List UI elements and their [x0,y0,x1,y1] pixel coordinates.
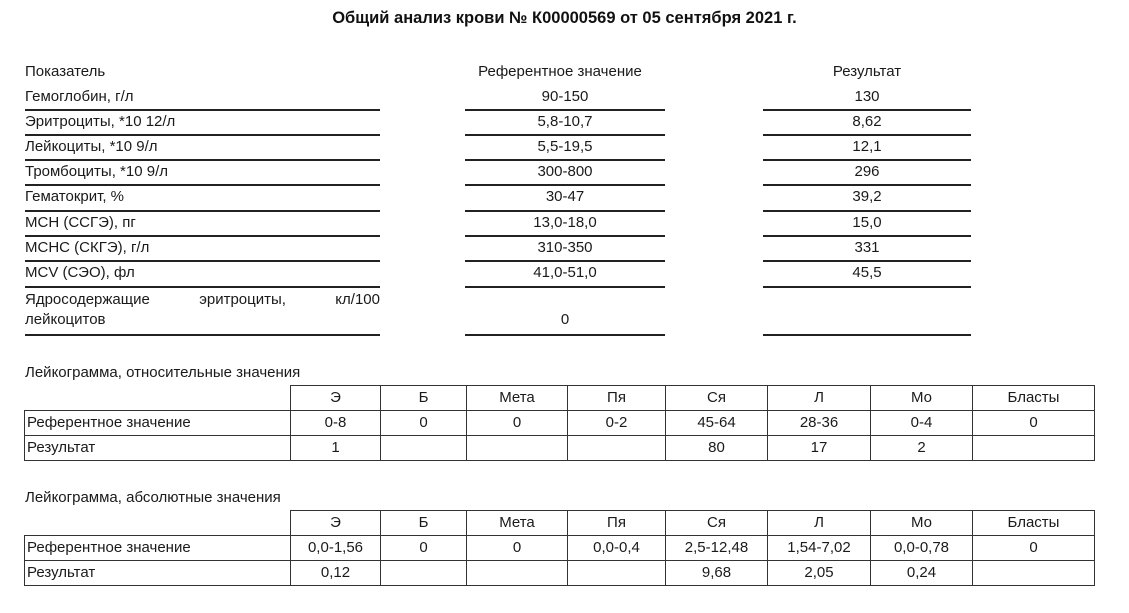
row-label: Референтное значение [25,536,291,561]
column-header: Мо [871,511,973,536]
row-divider [763,134,971,136]
column-header: Мета [467,511,568,536]
table-cell: 0,24 [871,561,973,586]
column-header: Б [381,511,467,536]
empty-cell [25,386,291,411]
row-divider [465,286,665,288]
table-cell [973,436,1095,461]
row-divider [763,260,971,262]
table-cell: 0-4 [871,411,973,436]
table-cell: 2,5-12,48 [666,536,768,561]
row-divider [763,184,971,186]
row-divider [763,235,971,237]
table-cell: 28-36 [768,411,871,436]
leukogram-absolute-title: Лейкограмма, абсолютные значения [25,489,281,506]
table-header-row [25,386,1095,411]
table-row [25,561,1095,586]
result-cell: 331 [854,239,880,256]
indicator-line-2: лейкоцитов [25,311,106,328]
column-header: Пя [568,386,666,411]
column-header: Ся [666,511,768,536]
leukogram-absolute-table [24,510,1095,586]
table-cell: 1 [291,436,381,461]
column-header: Л [768,386,871,411]
column-header: Э [291,386,381,411]
table-cell: 2 [871,436,973,461]
result-cell: 130 [854,88,880,105]
column-header: Б [381,386,467,411]
row-label: Результат [25,561,291,586]
header-reference [465,62,665,82]
column-header: Бласты [973,511,1095,536]
row-divider [465,235,665,237]
reference-cell: 0 [560,311,570,328]
row-divider [465,184,665,186]
result-cell: 15,0 [852,214,882,231]
row-divider [763,109,971,111]
reference-cell: 300-800 [537,163,593,180]
row-divider [763,286,971,288]
table-cell: 0 [973,411,1095,436]
row-divider [25,210,380,212]
header-result: Результат [832,63,902,80]
row-label: Результат [25,436,291,461]
table-cell [467,561,568,586]
table-cell: 0-2 [568,411,666,436]
reference-cell: 30-47 [545,188,585,205]
column-header: Э [291,511,381,536]
table-cell [568,561,666,586]
column-header: Ся [666,386,768,411]
table-cell: 0 [381,411,467,436]
row-divider [25,184,380,186]
row-divider [465,159,665,161]
table-cell: 0 [973,536,1095,561]
table-cell: 0,0-0,78 [871,536,973,561]
table-cell: 0,12 [291,561,381,586]
table-row [25,536,1095,561]
table-cell: 80 [666,436,768,461]
leukogram-relative-table [24,385,1095,461]
reference-cell: 90-150 [541,88,589,105]
row-divider [25,159,380,161]
result-cell: 45,5 [852,264,882,281]
row-divider [763,334,971,336]
indicator-cell: MCH (ССГЭ), пг [25,214,136,231]
reference-cell: 5,5-19,5 [537,138,593,155]
table-cell: 0 [467,536,568,561]
table-cell: 1,54-7,02 [768,536,871,561]
row-divider [465,134,665,136]
table-header-row [25,511,1095,536]
indicator-word: кл/100 [335,291,380,308]
table-cell [381,436,467,461]
column-header: Пя [568,511,666,536]
header-indicator: Показатель [25,63,106,80]
table-cell: 0,0-1,56 [291,536,381,561]
row-divider [25,334,380,336]
indicator-cell: Гемоглобин, г/л [25,88,134,105]
indicator-cell: MCHC (СКГЭ), г/л [25,239,150,256]
indicator-cell: Гематокрит, % [25,188,124,205]
row-divider [25,260,380,262]
table-cell: 9,68 [666,561,768,586]
table-cell: 0-8 [291,411,381,436]
indicator-cell: MCV (СЭО), фл [25,264,135,281]
reference-cell: 310-350 [537,239,593,256]
header-reference-text: Референтное значение [478,63,642,80]
row-divider [25,286,380,288]
row-divider [763,210,971,212]
indicator-cell [25,290,380,330]
row-divider [25,109,380,111]
table-cell [381,561,467,586]
table-cell [467,436,568,461]
table-row [25,411,1095,436]
column-header: Л [768,511,871,536]
result-cell: 296 [854,163,880,180]
indicator-cell: Лейкоциты, *10 9/л [25,138,158,155]
empty-cell [25,511,291,536]
table-row [25,436,1095,461]
reference-cell: 5,8-10,7 [537,113,593,130]
row-divider [465,334,665,336]
column-header: Мо [871,386,973,411]
table-cell: 0 [381,536,467,561]
table-cell [568,436,666,461]
result-cell: 12,1 [852,138,882,155]
column-header: Мета [467,386,568,411]
table-cell: 45-64 [666,411,768,436]
row-divider [25,235,380,237]
row-divider [465,109,665,111]
indicator-line-1 [25,290,380,310]
table-cell: 0,0-0,4 [568,536,666,561]
table-cell: 0 [467,411,568,436]
row-label: Референтное значение [25,411,291,436]
indicator-cell: Эритроциты, *10 12/л [25,113,176,130]
result-cell: 8,62 [852,113,882,130]
document-title: Общий анализ крови № К00000569 от 05 сентября 2021 г. [332,9,797,27]
row-divider [465,210,665,212]
table-cell: 17 [768,436,871,461]
column-header: Бласты [973,386,1095,411]
table-cell [973,561,1095,586]
row-divider [763,159,971,161]
result-cell: 39,2 [852,188,882,205]
row-divider [25,134,380,136]
table-cell: 2,05 [768,561,871,586]
reference-cell: 13,0-18,0 [533,214,597,231]
indicator-cell: Тромбоциты, *10 9/л [25,163,168,180]
reference-cell: 41,0-51,0 [533,264,597,281]
indicator-word: Ядросодержащие [25,291,150,308]
row-divider [465,260,665,262]
indicator-word: эритроциты, [199,291,286,308]
leukogram-relative-title: Лейкограмма, относительные значения [25,364,301,381]
